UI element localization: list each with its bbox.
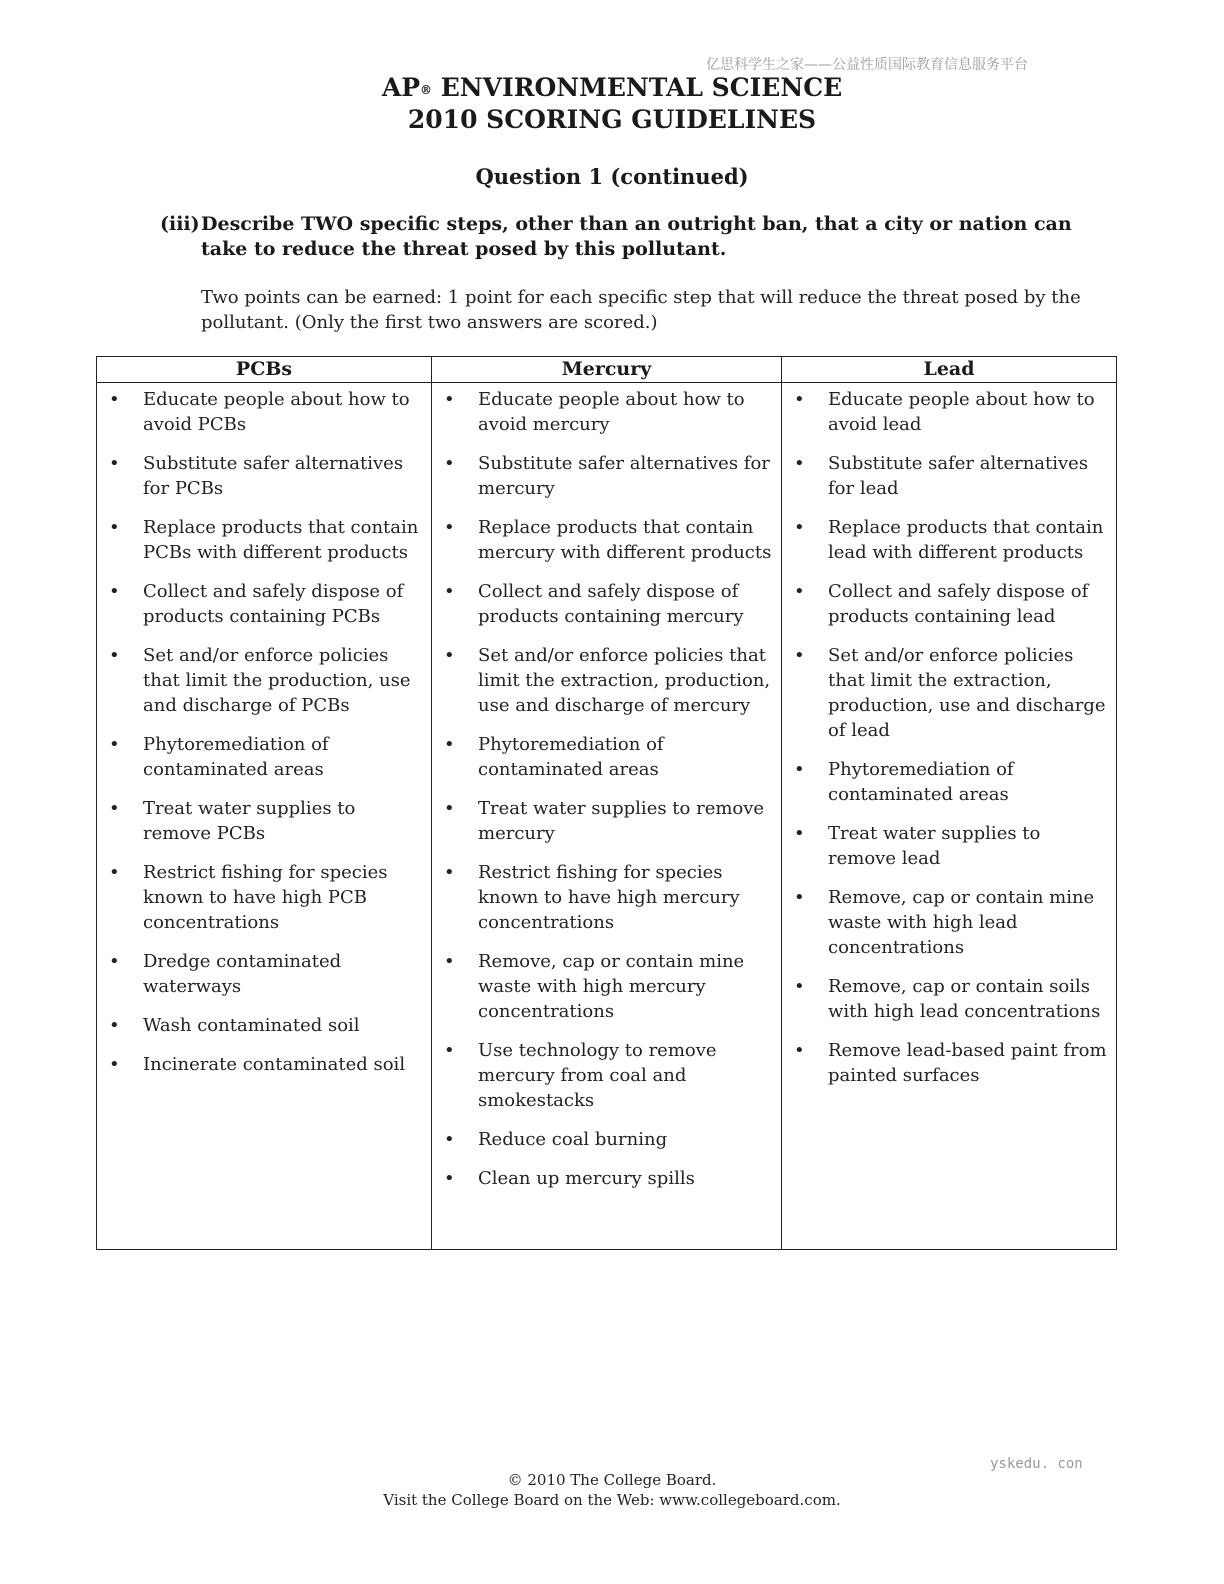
- list-item: [782, 821, 1116, 871]
- list-item-text: Remove, cap or contain soils with high lead concentrations: [828, 976, 1101, 1022]
- list-item: [782, 579, 1116, 629]
- list-item-text: Dredge contaminated waterways: [143, 951, 342, 997]
- bullet-icon: •: [444, 389, 455, 410]
- list-item-text: Phytoremediation of contaminated areas: [478, 734, 664, 780]
- list-item-text: Collect and safely dispose of products containing lead: [828, 581, 1089, 627]
- column-header-mercury: Mercury: [432, 357, 782, 383]
- mercury-column: [432, 383, 782, 1250]
- bullet-icon: •: [109, 389, 120, 410]
- list-item: [782, 387, 1116, 437]
- list-item-text: Collect and safely dispose of products containing PCBs: [143, 581, 404, 627]
- bullet-icon: •: [109, 517, 120, 538]
- header-title: [0, 72, 1224, 104]
- list-item-text: Treat water supplies to remove PCBs: [143, 798, 356, 844]
- list-item-text: Clean up mercury spills: [478, 1168, 695, 1189]
- bullet-icon: •: [794, 389, 805, 410]
- list-item-text: Substitute safer alternatives for PCBs: [143, 453, 404, 499]
- table-row: [97, 383, 1117, 1250]
- watermark-top: 亿思科学生之家——公益性质国际教育信息服务平台: [706, 57, 1028, 73]
- list-item-text: Substitute safer alternatives for lead: [828, 453, 1089, 499]
- list-item: [432, 515, 781, 565]
- bullet-icon: •: [444, 1129, 455, 1150]
- column-header-pcbs: PCBs: [97, 357, 432, 383]
- bullet-icon: •: [109, 645, 120, 666]
- bullet-icon: •: [109, 862, 120, 883]
- page-footer: [0, 1470, 1224, 1510]
- prompt-number: (iii): [160, 213, 200, 235]
- list-item-text: Educate people about how to avoid mercury: [478, 389, 745, 435]
- list-item: [432, 1127, 781, 1152]
- lead-column: [782, 383, 1117, 1250]
- list-item-text: Restrict fishing for species known to have high PCB concentrations: [143, 862, 388, 933]
- list-item-text: Educate people about how to avoid lead: [828, 389, 1095, 435]
- list-item-text: Phytoremediation of contaminated areas: [828, 759, 1014, 805]
- list-item: [432, 860, 781, 935]
- list-item: [97, 643, 431, 718]
- list-item: [432, 579, 781, 629]
- list-item: [782, 1038, 1116, 1088]
- list-item-text: Restrict fishing for species known to have high mercury concentrations: [478, 862, 740, 933]
- list-item-text: Set and/or enforce policies that limit the production, use and discharge of PCBs: [143, 645, 411, 716]
- list-item: [782, 451, 1116, 501]
- list-item: [97, 515, 431, 565]
- bullet-icon: •: [794, 976, 805, 997]
- bullet-icon: •: [794, 759, 805, 780]
- list-item-text: Remove, cap or contain mine waste with high mercury concentrations: [478, 951, 745, 1022]
- list-item: [97, 796, 431, 846]
- list-item: [97, 1013, 431, 1038]
- bullet-icon: •: [444, 734, 455, 755]
- question-prompt: [160, 212, 1080, 262]
- bullet-icon: •: [444, 1040, 455, 1061]
- rubric-table: [96, 356, 1117, 1250]
- copyright-line: © 2010 The College Board.: [507, 1471, 717, 1489]
- bullet-icon: •: [444, 645, 455, 666]
- bullet-icon: •: [109, 1054, 120, 1075]
- list-item-text: Remove, cap or contain mine waste with high lead concentrations: [828, 887, 1095, 958]
- list-item-text: Replace products that contain PCBs with different products: [143, 517, 419, 563]
- pcbs-list: [97, 383, 431, 1077]
- list-item: [432, 387, 781, 437]
- list-item: [97, 1052, 431, 1077]
- bullet-icon: •: [444, 453, 455, 474]
- list-item-text: Educate people about how to avoid PCBs: [143, 389, 410, 435]
- website-line: Visit the College Board on the Web: www.collegeboard.com.: [383, 1491, 841, 1509]
- header-subject: ENVIRONMENTAL SCIENCE: [432, 73, 843, 102]
- list-item-text: Use technology to remove mercury from coal and smokestacks: [478, 1040, 717, 1111]
- bullet-icon: •: [109, 734, 120, 755]
- bullet-icon: •: [109, 1015, 120, 1036]
- lead-list: [782, 383, 1116, 1088]
- list-item-text: Treat water supplies to remove mercury: [478, 798, 765, 844]
- list-item: [782, 885, 1116, 960]
- bullet-icon: •: [444, 581, 455, 602]
- list-item: [432, 1166, 781, 1191]
- bullet-icon: •: [794, 453, 805, 474]
- bullet-icon: •: [109, 581, 120, 602]
- list-item-text: Replace products that contain mercury with different products: [478, 517, 772, 563]
- list-item-text: Treat water supplies to remove lead: [828, 823, 1041, 869]
- list-item-text: Set and/or enforce policies that limit the extraction, production, use and discharge of lead: [828, 645, 1106, 741]
- list-item: [782, 974, 1116, 1024]
- list-item: [97, 387, 431, 437]
- list-item: [97, 949, 431, 999]
- pcbs-column: [97, 383, 432, 1250]
- bullet-icon: •: [444, 798, 455, 819]
- list-item: [432, 796, 781, 846]
- bullet-icon: •: [109, 453, 120, 474]
- table-header-row: [97, 357, 1117, 383]
- scoring-note: Two points can be earned: 1 point for each specific step that will reduce the threat posed by the pollutant. (Only the first two answers are scored.): [201, 287, 1081, 333]
- watermark-bottom: yskedu. con: [990, 1456, 1083, 1472]
- list-item: [782, 757, 1116, 807]
- list-item-text: Remove lead-based paint from painted surfaces: [828, 1040, 1107, 1086]
- header-ap: AP: [381, 73, 421, 102]
- header-subtitle: 2010 SCORING GUIDELINES: [407, 105, 817, 134]
- list-item: [97, 732, 431, 782]
- bullet-icon: •: [794, 581, 805, 602]
- list-item: [432, 643, 781, 718]
- list-item-text: Phytoremediation of contaminated areas: [143, 734, 329, 780]
- question-title: Question 1 (continued): [475, 164, 749, 189]
- bullet-icon: •: [444, 862, 455, 883]
- list-item-text: Incinerate contaminated soil: [143, 1054, 406, 1075]
- registered-mark: ®: [420, 83, 433, 97]
- list-item-text: Substitute safer alternatives for mercury: [478, 453, 770, 499]
- bullet-icon: •: [794, 517, 805, 538]
- list-item: [432, 732, 781, 782]
- list-item: [432, 1038, 781, 1113]
- list-item-text: Collect and safely dispose of products containing mercury: [478, 581, 744, 627]
- bullet-icon: •: [109, 951, 120, 972]
- list-item: [97, 451, 431, 501]
- bullet-icon: •: [794, 823, 805, 844]
- list-item-text: Wash contaminated soil: [143, 1015, 360, 1036]
- list-item: [782, 515, 1116, 565]
- bullet-icon: •: [109, 798, 120, 819]
- bullet-icon: •: [794, 1040, 805, 1061]
- bullet-icon: •: [794, 645, 805, 666]
- list-item: [432, 451, 781, 501]
- list-item: [97, 860, 431, 935]
- column-header-lead: Lead: [782, 357, 1117, 383]
- bullet-icon: •: [444, 517, 455, 538]
- bullet-icon: •: [444, 1168, 455, 1189]
- list-item-text: Reduce coal burning: [478, 1129, 668, 1150]
- bullet-icon: •: [794, 887, 805, 908]
- bullet-icon: •: [444, 951, 455, 972]
- list-item: [97, 579, 431, 629]
- list-item-text: Set and/or enforce policies that limit the extraction, production, use and discharge of mercury: [478, 645, 771, 716]
- list-item: [432, 949, 781, 1024]
- mercury-list: [432, 383, 781, 1191]
- list-item: [782, 643, 1116, 743]
- page-header: [0, 72, 1224, 136]
- prompt-text: Describe TWO specific steps, other than an outright ban, that a city or nation can take to reduce the threat posed by this pollutant.: [201, 213, 1072, 260]
- list-item-text: Replace products that contain lead with different products: [828, 517, 1104, 563]
